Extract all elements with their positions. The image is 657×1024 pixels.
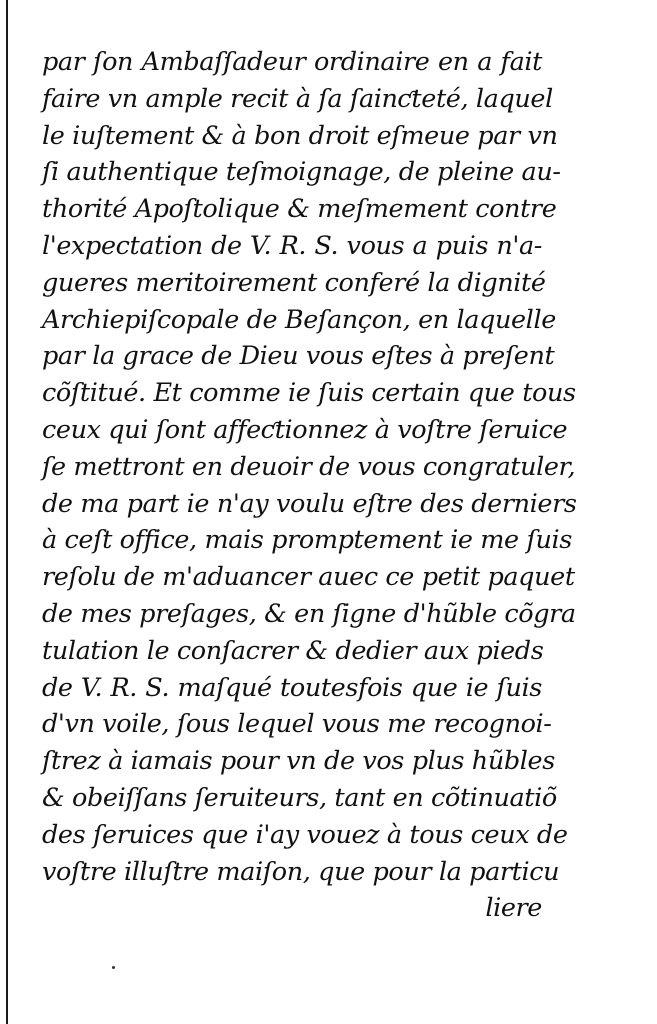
text-line: reſolu de m'aduancer auec ce petit paquet [42,562,575,593]
text-line: de V. R. S. maſqué toutesfois que ie ſuis [42,672,542,703]
text-line: d'vn voile, ſous lequel vous me recognoi- [42,709,552,740]
text-line: ceux qui ſont affeƈtionnez à voſtre ſeruice [42,414,568,445]
text-line: ſi authentique teſmoignage, de pleine au- [42,157,561,188]
text-line: faire vn ample recit à ſa ſainƈteté, laquel [42,83,553,114]
text-line: à ceſt office, mais promptement ie me ſuis [42,525,572,556]
text-line: de ma part ie n'ay voulu eſtre des derniers [42,488,577,519]
text-line: ſtrez à iamais pour vn de vos plus hũbles [42,746,555,777]
text-line: l'expectation de V. R. S. vous a puis n'a- [42,230,542,261]
text-line: de mes preſages, & en ſigne d'hũble cõgra [42,598,576,629]
text-line: par la grace de Dieu vous eſtes à preſent [42,341,555,372]
text-line: Archiepiſcopale de Beſançon, en laquelle [42,304,556,335]
text-line: thorité Apoſtolique & meſmement contre [42,194,557,225]
text-line: gueres meritoirement conferé la dignité [42,267,546,298]
text-line: ſe mettront en deuoir de vous congratuler, [42,451,576,482]
text-line: voſtre illuſtre maiſon, que pour la particu [42,856,560,887]
text-line: le iuſtement & à bon droit eſmeue par vn [42,120,558,151]
catchword: liere [485,893,542,924]
text-line: cõſtitué. Et comme ie ſuis certain que tous [42,378,576,409]
body-text [42,44,577,927]
text-line: des ſeruices que i'ay vouez à tous ceux de [42,819,568,850]
page-edge-border [6,0,8,1024]
text-line: par ſon Ambaſſadeur ordinaire en a fait [42,47,542,77]
text-line: & obeiſſans ſeruiteurs, tant en cõtinuatiõ [42,782,557,813]
text-line: tulation le conſacrer & dedier aux pieds [42,635,544,666]
ink-speck [112,966,115,969]
